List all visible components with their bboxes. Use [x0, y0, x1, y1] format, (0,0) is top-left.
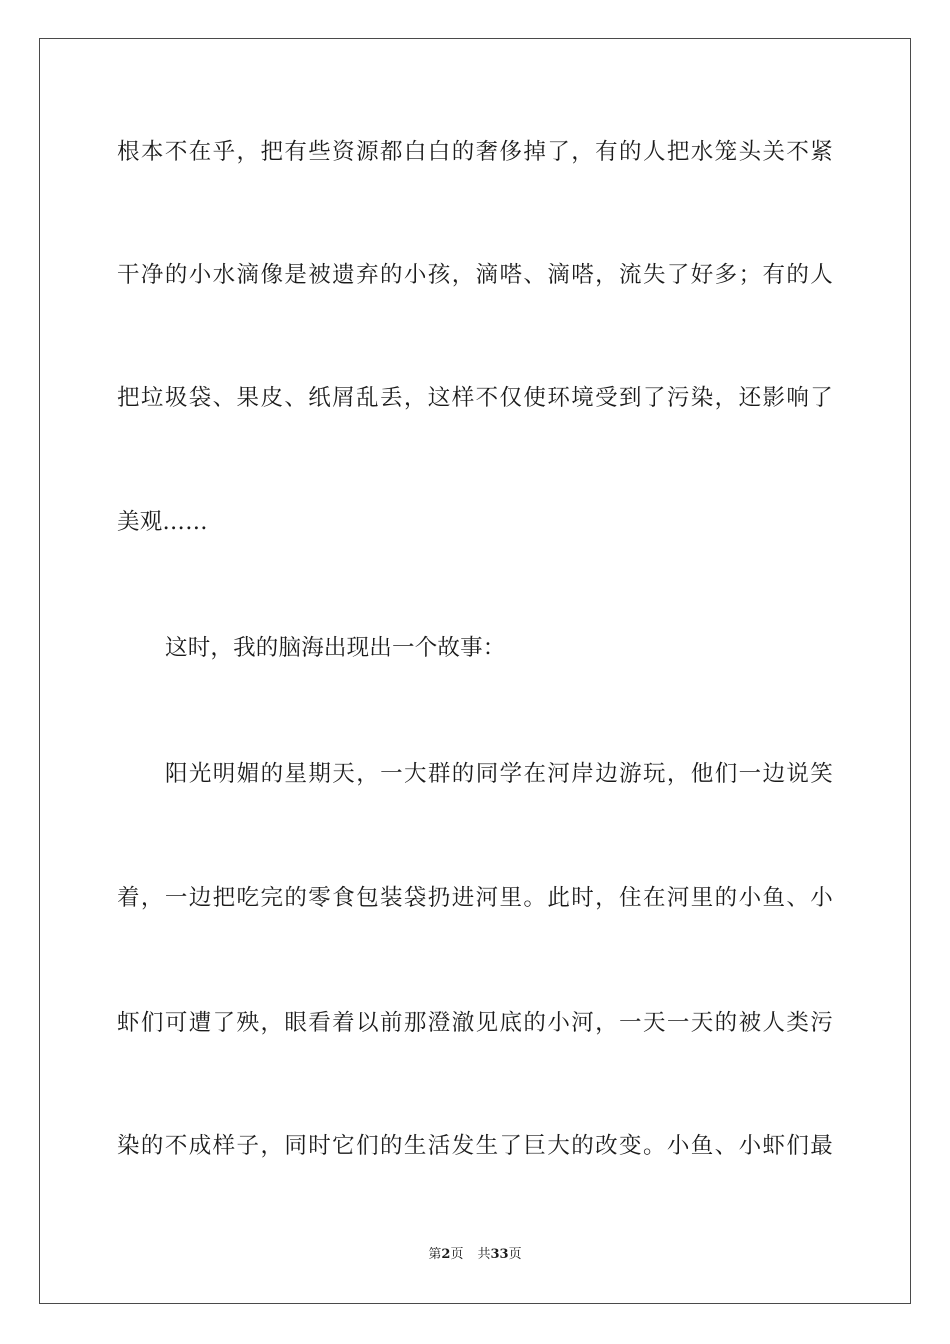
total-pages: 33	[490, 1247, 509, 1262]
text-line-7: 着，一边把吃完的零食包装袋扔进河里。此时，住在河里的小鱼、小	[117, 885, 833, 911]
text-line-9: 染的不成样子，同时它们的生活发生了巨大的改变。小鱼、小虾们最	[117, 1133, 833, 1159]
total-suffix: 页	[508, 1247, 522, 1262]
text-line-1: 根本不在乎，把有些资源都白白的奢侈掉了，有的人把水笼头关不紧	[117, 139, 833, 165]
text-line-2: 干净的小水滴像是被遗弃的小孩，滴嗒、滴嗒，流失了好多；有的人	[117, 262, 833, 288]
page-prefix: 第	[428, 1247, 442, 1262]
text-line-8: 虾们可遭了殃，眼看着以前那澄澈见底的小河，一天一天的被人类污	[117, 1010, 833, 1036]
page-suffix: 页	[450, 1247, 464, 1262]
paragraph-start-story: 阳光明媚的星期天，一大群的同学在河岸边游玩，他们一边说笑	[165, 761, 833, 787]
page-number: 2	[441, 1247, 451, 1262]
text-line-3: 把垃圾袋、果皮、纸屑乱丢，这样不仅使环境受到了污染，还影响了	[117, 385, 833, 411]
paragraph-start-story-intro: 这时，我的脑海出现出一个故事：	[165, 635, 506, 661]
total-prefix: 共	[477, 1247, 491, 1262]
page-border	[39, 38, 911, 1304]
text-line-4: 美观……	[117, 509, 208, 535]
page-footer	[0, 1246, 950, 1264]
